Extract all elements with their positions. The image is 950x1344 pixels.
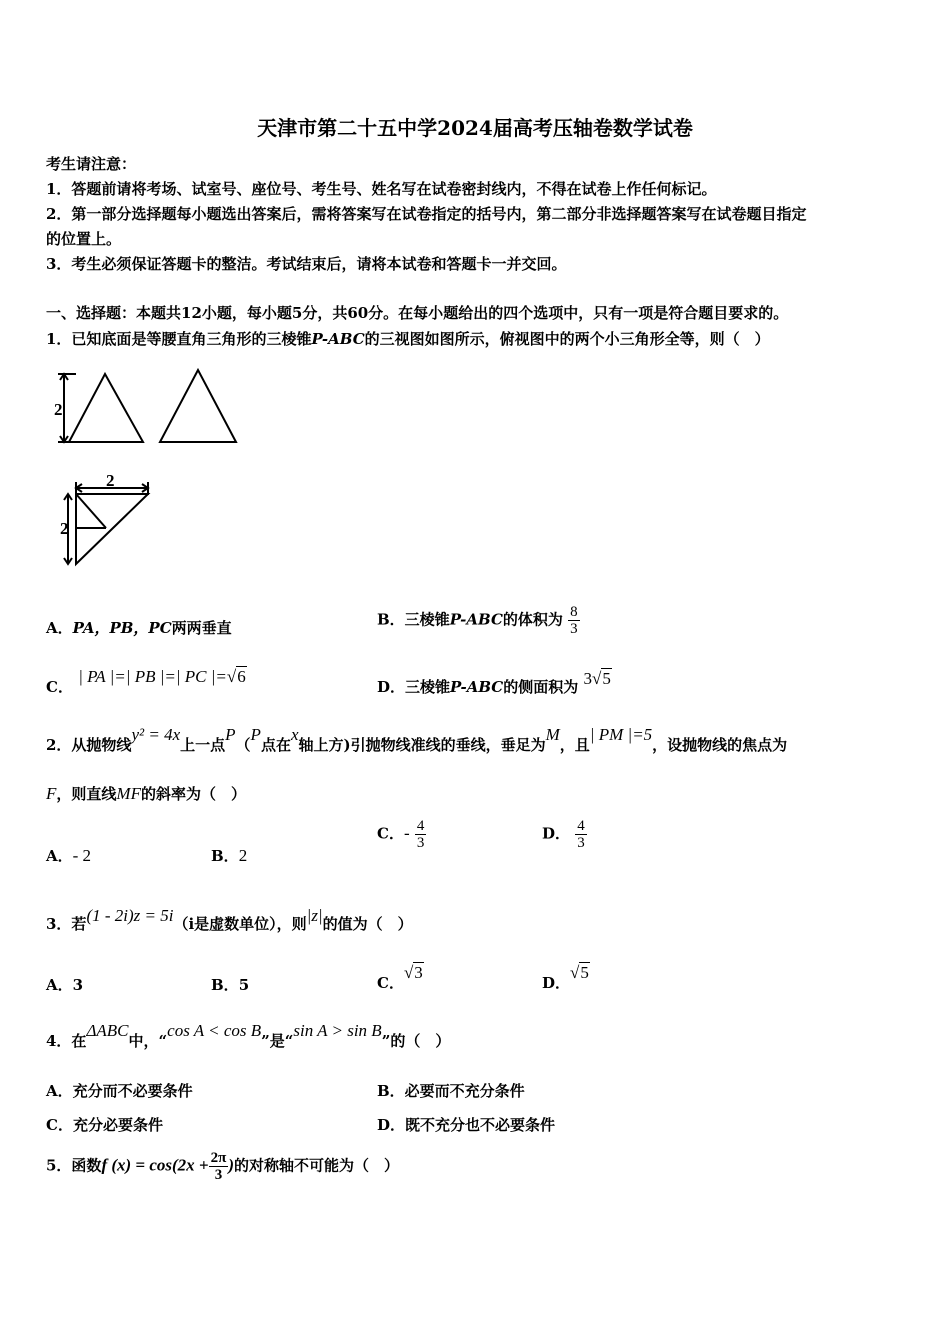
q3-option-c[interactable]: C．√3 — [377, 963, 423, 992]
q3-stem: 3．若(1 - 2i)z = 5i（i是虚数单位），则|z|的值为（ ） — [46, 906, 413, 933]
q1-top-height-dim: 2 — [60, 519, 69, 538]
q2-stem-line2: F，则直线MF的斜率为（ ） — [46, 784, 246, 803]
q2-stem-line1: 2．从抛物线y² = 4x上一点P（P点在x轴上方)引抛物线准线的垂线，垂足为M，且| PM |=5，设抛物线的焦点为 — [46, 725, 788, 754]
q1-stem: 1．已知底面是等腰直角三角形的三棱锥P-ABC的三视图如图所示，俯视图中的两个小三角形全等，则（ ） — [46, 330, 770, 348]
q3-option-d[interactable]: D．√5 — [542, 963, 589, 992]
notice-item-2-cont: 的位置上。 — [46, 230, 122, 248]
q1-top-width-dim: 2 — [106, 471, 115, 490]
q2-option-a[interactable]: A．- 2 — [46, 846, 92, 865]
notice-item-1: 1．答题前请将考场、试室号、座位号、考生号、姓名写在试卷密封线内，不得在试卷上作任何标记。 — [46, 180, 717, 198]
q1-option-c[interactable]: C． | PA |=| PB |=| PC |=√6 — [46, 667, 246, 696]
q1-option-d[interactable]: D．三棱锥P-ABC的侧面积为 3√5 — [377, 669, 611, 696]
q4-option-a[interactable]: A．充分而不必要条件 — [46, 1082, 193, 1100]
q4-option-c[interactable]: C．充分必要条件 — [46, 1116, 163, 1134]
section-heading: 一、选择题：本题共12小题，每小题5分，共60分。在每小题给出的四个选项中，只有一项是符合题目要求的。 — [46, 304, 789, 322]
notice-item-3: 3．考生必须保证答题卡的整洁。考试结束后，请将本试卷和答题卡一并交回。 — [46, 255, 567, 273]
q3-option-b[interactable]: B．5 — [211, 976, 250, 994]
q1-front-dim: 2 — [54, 400, 63, 419]
q5-stem: 5．函数f (x) = cos(2x + $\frac{2\pi}{3}$ )的对称轴不可能为（ ） — [46, 1150, 400, 1183]
q2-option-d[interactable]: D． $\frac{4}{3}$ — [542, 818, 585, 851]
notice-heading: 考生请注意： — [46, 155, 137, 173]
q4-stem: 4．在ΔABC中，“cos A < cos B”是“sin A > sin B”的（ ） — [46, 1021, 451, 1050]
q4-option-d[interactable]: D．既不充分也不必要条件 — [377, 1116, 556, 1134]
q2-option-c[interactable]: C．- $\frac{4}{3}$ — [377, 818, 425, 851]
q2-option-b[interactable]: B．2 — [211, 846, 248, 865]
q4-option-b[interactable]: B．必要而不充分条件 — [377, 1082, 525, 1100]
q1-three-view-diagram — [50, 360, 250, 575]
notice-item-2: 2．第一部分选择题每小题选出答案后，需将答案写在试卷指定的括号内，第二部分非选择题答案写在试卷题目指定 — [46, 205, 807, 223]
page-title: 天津市第二十五中学2024届高考压轴卷数学试卷 — [257, 116, 693, 140]
q1-option-b[interactable]: B．三棱锥P-ABC的体积为 $\frac{8}{3}$ — [377, 604, 578, 637]
q3-option-a[interactable]: A．3 — [46, 976, 84, 994]
q1-option-a[interactable]: A．PA，PB，PC两两垂直 — [46, 619, 232, 637]
